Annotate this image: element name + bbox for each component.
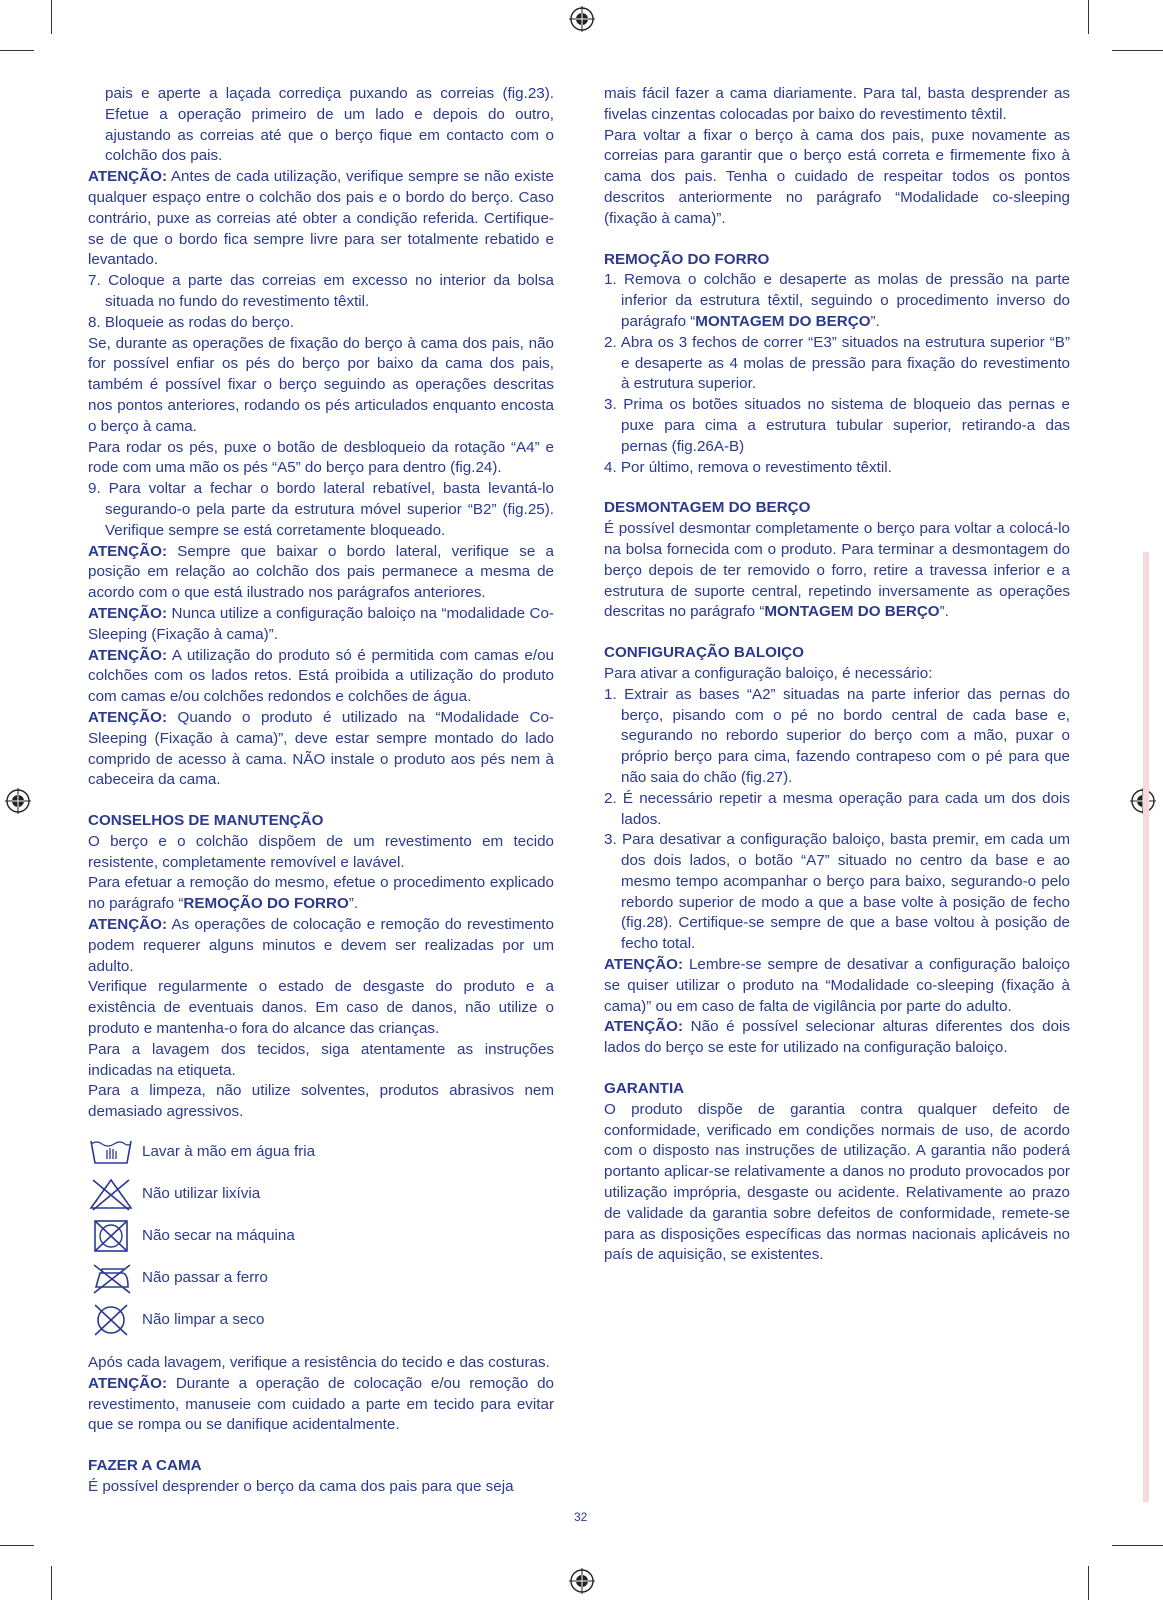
section-heading: DESMONTAGEM DO BERÇO	[604, 499, 811, 517]
warning-paragraph	[604, 955, 1070, 1017]
list-item: 9. Para voltar a fechar o bordo lateral rebatível, basta levantá-lo segurando-o pela parte da estrutura móvel superior “B2” (fig.25). Verifique sempre se está corretamente bloqueado.	[88, 480, 554, 539]
care-label: Não utilizar lixívia	[142, 1184, 261, 1202]
list-item: 3. Para desativar a configuração baloiço, basta premir, em cada um dos dois lados, o botão “A7” situado no centro da base e ao mesmo tempo acompanhar o berço para baixo, segurando-o pelo rebordo superior de modo a que a base volte à posição de fecho (fig.28). Certifique-se sempre de que a base voltou à posição de fecho total.	[604, 831, 1070, 953]
warning-label: ATENÇÃO:	[88, 1374, 168, 1392]
care-label: Não secar na máquina	[142, 1226, 295, 1244]
warning-text: Quando o produto é utilizado na “Modalidade Co-Sleeping (Fixação à cama)”, deve estar sempre montado do lado comprido de acesso à cama. NÃO instale o produto aos pés nem à cabeceira da cama.	[88, 708, 554, 789]
care-label: Não passar a ferro	[142, 1268, 268, 1286]
registration-mark-icon	[569, 6, 595, 32]
text: ”.	[939, 603, 949, 621]
text: ”.	[348, 895, 359, 913]
warning-text: Lembre-se sempre de desativar a configuração baloiço se quiser utilizar o produto na “Modalidade co-sleeping (fixação à cama)” ou em caso de falta de vigilância por parte do adulto.	[604, 956, 1070, 1015]
paragraph: Verifique regularmente o estado de desgaste do produto e a existência de eventuais danos. Em caso de danos, não utilize o produto e mantenha-o fora do alcance das crianças.	[88, 978, 554, 1038]
warning-label: ATENÇÃO:	[88, 542, 168, 560]
registration-mark-icon	[5, 788, 31, 814]
care-symbol-row	[88, 1299, 554, 1341]
registration-mark-icon	[569, 1568, 595, 1594]
warning-label: ATENÇÃO:	[88, 604, 168, 622]
warning-text: Não é possível selecionar alturas diferentes dos dois lados do berço se este for utilizado na configuração baloiço.	[604, 1018, 1070, 1057]
list-item: 4. Por último, remova o revestimento têxtil.	[604, 458, 892, 476]
list-item: 7. Coloque a parte das correias em excesso no interior da bolsa situada no fundo do revestimento têxtil.	[88, 272, 554, 310]
text: É possível desmontar completamente o berço para voltar a colocá-lo na bolsa fornecida com o produto. Para terminar a desmontagem do berço depois de ter removido o forro, retire a travessa inferior e a estrutura de suporte central, repetindo inversamente as operações descritas no parágrafo “	[604, 520, 1070, 621]
list-item	[604, 270, 1070, 332]
list-item: 8. Bloqueie as rodas do berço.	[88, 313, 295, 331]
warning-paragraph	[604, 1017, 1070, 1059]
crop-mark	[0, 50, 34, 51]
right-column	[604, 84, 1070, 1266]
paragraph	[604, 519, 1070, 623]
text: Para efetuar a remoção do mesmo, efetue o procedimento explicado no parágrafo “	[88, 874, 554, 913]
warning-paragraph	[88, 604, 554, 646]
care-symbol-row	[88, 1215, 554, 1257]
no-dry-clean-icon	[88, 1303, 134, 1337]
no-iron-icon	[88, 1261, 134, 1295]
crop-mark	[1088, 1566, 1089, 1600]
warning-label: ATENÇÃO:	[88, 708, 168, 726]
section-heading: CONSELHOS DE MANUTENÇÃO	[88, 812, 324, 830]
paragraph: Para a lavagem dos tecidos, siga atentamente as instruções indicadas na etiqueta.	[88, 1040, 554, 1079]
paragraph: Para voltar a fixar o berço à cama dos pais, puxe novamente as correias para garantir que o berço está correta e firmemente fixo à cama dos pais. Tenha o cuidado de respeitar todos os pontos descritos anteriormente no parágrafo “Modalidade co-sleeping (fixação à cama)”.	[604, 126, 1070, 227]
care-symbol-row	[88, 1257, 554, 1299]
care-symbol-row	[88, 1173, 554, 1215]
crop-mark	[51, 1566, 52, 1600]
paragraph: O produto dispõe de garantia contra qualquer defeito de conformidade, verificado em condições normais de uso, de acordo com o disposto nas instruções de utilização. A garantia não poderá portanto aplicar-se relativamente a danos no produto provocados por utilização imprópria, desgaste ou acidente. Relativamente ao prazo de validade da garantia sobre defeitos de conformidade, remete-se para as disposições específicas das normas nacionais aplicáveis no país de aquisição, se existentes.	[604, 1100, 1070, 1264]
paragraph: Para ativar a configuração baloiço, é necessário:	[604, 664, 933, 682]
page-number: 32	[574, 1510, 588, 1524]
warning-paragraph	[88, 542, 554, 604]
side-color-band	[1143, 552, 1149, 1502]
warning-text: Nunca utilize a configuração baloiço na “modalidade Co-Sleeping (Fixação à cama)”.	[88, 604, 554, 643]
section-heading: FAZER A CAMA	[88, 1457, 202, 1475]
care-label: Lavar à mão em água fria	[142, 1142, 316, 1160]
paragraph: Se, durante as operações de fixação do berço à cama dos pais, não for possível enfiar os pés do berço por baixo da cama dos pais, também é possível fixar o berço seguindo as operações descritas nos pontos anteriores, rodando os pés articulados enquanto encosta o berço à cama.	[88, 334, 554, 435]
section-reference: REMOÇÃO DO FORRO	[183, 895, 349, 913]
warning-text: Antes de cada utilização, verifique sempre se não existe qualquer espaço entre o colchão dos pais e o bordo do berço. Caso contrário, puxe as correias até obter a condição referida. Certifique-se de que o bordo fica sempre livre para ser totalmente rebatido e levantado.	[88, 168, 554, 269]
left-column	[88, 84, 554, 1498]
warning-text: Durante a operação de colocação e/ou remoção do revestimento, manuseie com cuidado a parte em tecido para evitar que se rompa ou se danifique acidentalmente.	[88, 1374, 554, 1434]
crop-mark	[1112, 1545, 1163, 1546]
no-tumble-dry-icon	[88, 1219, 134, 1253]
section-reference: MONTAGEM DO BERÇO	[764, 603, 940, 621]
text: ”.	[870, 312, 880, 330]
paragraph	[88, 873, 554, 915]
section-heading: GARANTIA	[604, 1080, 685, 1098]
list-item: 2. É necessário repetir a mesma operação para cada um dos dois lados.	[604, 789, 1070, 828]
paragraph: pais e aperte a laçada corrediça puxando as correias (fig.23). Efetue a operação primeiro de um lado e depois do outro, ajustando as correias até que o berço fique em contacto com o colchão dos pais.	[105, 85, 554, 165]
warning-paragraph	[88, 708, 554, 791]
list-item: 1. Extrair as bases “A2” situadas na parte inferior das pernas do berço, pisando com o pé no bordo central de cada base e, segurando no rebordo superior do berço com a mão, puxar o próprio berço para cima, fazendo contrapeso com o pé para que não saia do chão (fig.27).	[604, 685, 1070, 786]
crop-mark	[0, 1545, 34, 1546]
warning-text: Sempre que baixar o bordo lateral, verifique se a posição em relação ao colchão dos pais permanece a mesma de acordo com o que está ilustrado nos parágrafos anteriores.	[88, 542, 554, 602]
warning-label: ATENÇÃO:	[88, 916, 168, 934]
section-heading: REMOÇÃO DO FORRO	[604, 250, 770, 268]
section-heading: CONFIGURAÇÃO BALOIÇO	[604, 644, 804, 662]
warning-label: ATENÇÃO:	[88, 168, 168, 186]
crop-mark	[51, 0, 52, 34]
section-reference: MONTAGEM DO BERÇO	[695, 312, 871, 330]
paragraph: Após cada lavagem, verifique a resistência do tecido e das costuras.	[88, 1354, 550, 1372]
warning-label: ATENÇÃO:	[88, 646, 168, 664]
list-item: 3. Prima os botões situados no sistema de bloqueio das pernas e puxe para cima a estrutura tubular superior, retirando-a das pernas (fig.26A-B)	[604, 396, 1070, 455]
paragraph: É possível desprender o berço da cama dos pais para que seja	[88, 1478, 514, 1496]
warning-paragraph	[88, 915, 554, 977]
warning-text: A utilização do produto só é permitida com camas e/ou colchões com os lados retos. Está proibida a utilização do produto com camas e/ou colchões redondos e colchões de água.	[88, 646, 554, 706]
warning-text: As operações de colocação e remoção do revestimento podem requerer alguns minutos e devem ser realizadas por um adulto.	[88, 916, 554, 975]
crop-mark	[1088, 0, 1089, 34]
care-label: Não limpar a seco	[142, 1310, 265, 1328]
warning-label: ATENÇÃO:	[604, 956, 684, 974]
warning-paragraph	[88, 1374, 554, 1436]
paragraph: Para a limpeza, não utilize solventes, produtos abrasivos nem demasiado agressivos.	[88, 1082, 554, 1121]
paragraph: mais fácil fazer a cama diariamente. Para tal, basta desprender as fivelas cinzentas colocadas por baixo do revestimento têxtil.	[604, 85, 1070, 123]
care-symbol-row	[88, 1131, 554, 1173]
warning-label: ATENÇÃO:	[604, 1018, 684, 1036]
warning-paragraph	[88, 646, 554, 708]
no-bleach-icon	[88, 1177, 134, 1211]
paragraph: Para rodar os pés, puxe o botão de desbloqueio da rotação “A4” e rode com uma mão os pés “A5” do berço para dentro (fig.24).	[88, 438, 554, 477]
hand-wash-icon	[88, 1135, 134, 1169]
text: 1. Remova o colchão e desaperte as molas de pressão na parte inferior da estrutura têxtil, seguindo o procedimento inverso do parágrafo “	[604, 271, 1070, 330]
paragraph: O berço e o colchão dispõem de um revestimento em tecido resistente, completamente removível e lavável.	[88, 832, 554, 871]
crop-mark	[1112, 50, 1163, 51]
list-item: 2. Abra os 3 fechos de correr “E3” situados na estrutura superior “B” e desaperte as 4 molas de pressão para fixação do revestimento à estrutura superior.	[604, 333, 1070, 393]
warning-paragraph	[88, 167, 554, 271]
